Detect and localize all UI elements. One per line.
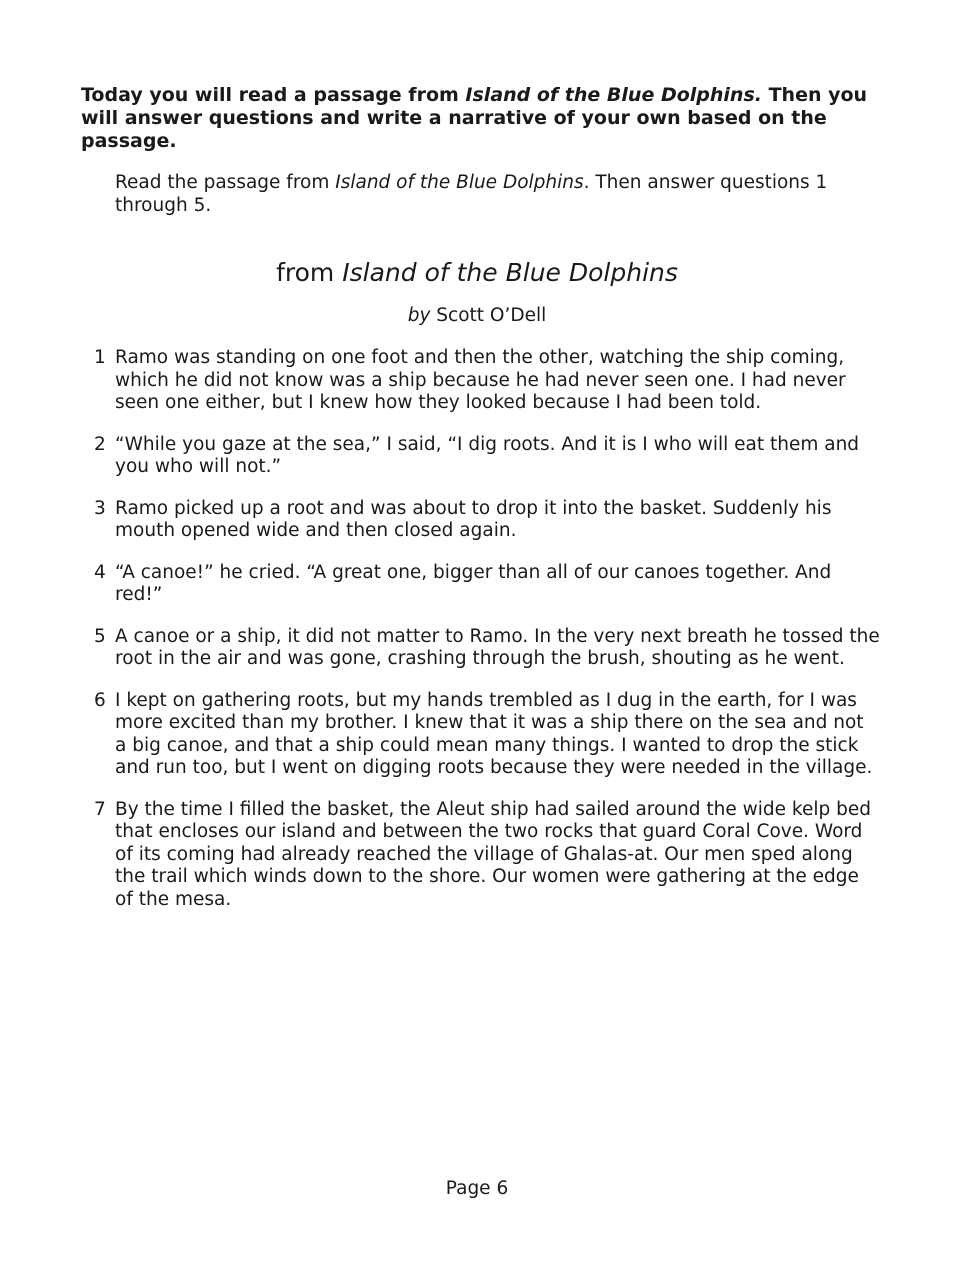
- byline-by: by: [407, 305, 431, 326]
- paragraph: [90, 626, 880, 671]
- passage-body: [90, 347, 880, 930]
- reading-directions: [115, 171, 875, 217]
- paragraph-text: I kept on gathering roots, but my hands trembled as I dug in the earth, for I was more excited than my brother. I knew that it was a ship there on the sea and not a big canoe, and that a ship could mean many things. I wanted to drop the stick and run too, but I went on digging roots because they were needed in the village.: [115, 689, 873, 778]
- paragraph: [90, 347, 880, 415]
- paragraph-number: 5: [94, 625, 106, 647]
- paragraph-number: 7: [94, 798, 106, 820]
- paragraph: [90, 799, 880, 912]
- passage-title: [0, 257, 954, 289]
- paragraph: [90, 690, 880, 780]
- directions-book-title: Island of the Blue Dolphins: [335, 172, 584, 193]
- paragraph-text: “A canoe!” he cried. “A great one, bigger than all of our canoes together. And red!”: [115, 561, 832, 605]
- paragraph-text: Ramo picked up a root and was about to drop it into the basket. Suddenly his mouth opened wide and then closed again.: [115, 497, 832, 541]
- title-book-name: Island of the Blue Dolphins: [342, 258, 678, 287]
- paragraph-text: “While you gaze at the sea,” I said, “I dig roots. And it is I who will eat them and you who will not.”: [115, 433, 860, 477]
- paragraph: [90, 498, 880, 543]
- author-byline: [0, 304, 954, 328]
- intro-book-title: Island of the Blue Dolphins.: [465, 84, 762, 106]
- paragraph: [90, 434, 880, 479]
- title-prefix: from: [276, 258, 343, 287]
- paragraph-number: 3: [94, 497, 106, 519]
- intro-text-start: Today you will read a passage from: [81, 84, 466, 106]
- paragraph-number: 6: [94, 689, 106, 711]
- paragraph-text: A canoe or a ship, it did not matter to Ramo. In the very next breath he tossed the root in the air and was gone, crashing through the brush, shouting as he went.: [115, 625, 880, 669]
- page-number: Page 6: [445, 1178, 509, 1199]
- intro-instructions: [81, 84, 871, 153]
- paragraph-text: By the time I filled the basket, the Aleut ship had sailed around the wide kelp bed that encloses our island and between the two rocks that guard Coral Cove. Word of its coming had already reached the village of Ghalas-at. Our men sped along the trail which winds down to the shore. Our women were gathering at the edge of the mesa.: [115, 798, 871, 910]
- paragraph-number: 2: [94, 433, 106, 455]
- directions-text-start: Read the passage from: [115, 172, 336, 193]
- paragraph-number: 4: [94, 561, 106, 583]
- author-name: Scott O’Dell: [436, 305, 547, 326]
- paragraph-text: Ramo was standing on one foot and then the other, watching the ship coming, which he did not know was a ship because he had never seen one. I had never seen one either, but I knew how they looked because I had been told.: [115, 347, 846, 413]
- directions-text-end: . Then answer questions 1 through 5.: [115, 172, 828, 216]
- intro-text-end: Then you will answer questions and write a narrative of your own based on the passage.: [81, 84, 868, 152]
- paragraph: [90, 562, 880, 607]
- paragraph-number: 1: [94, 347, 106, 368]
